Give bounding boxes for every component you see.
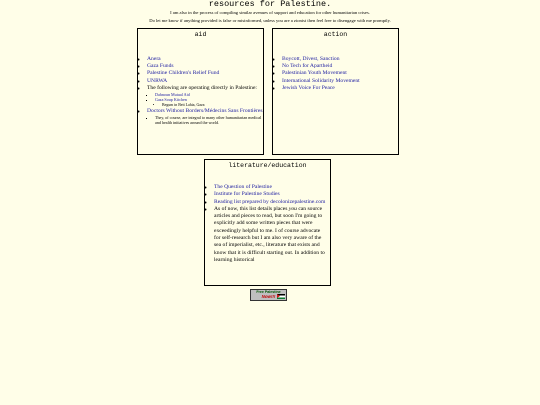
aid-link-gaza-funds[interactable]: Gaza Funds	[147, 63, 174, 70]
list-item	[147, 56, 263, 63]
list-item	[155, 97, 263, 107]
action-link-no-tech[interactable]: No Tech for Apartheid	[282, 63, 333, 70]
aid-link-unrwa[interactable]: UNRWA	[147, 77, 168, 84]
list-item	[214, 191, 327, 198]
badge-line-1: Free Palestine	[256, 290, 281, 294]
aid-list	[138, 56, 263, 125]
aid-link-dahnoun[interactable]: Dahnoun Mutual Aid	[155, 92, 190, 98]
list-item	[282, 70, 398, 77]
aid-link-anera[interactable]: Anera	[147, 56, 161, 62]
list-item	[282, 78, 398, 85]
msf-note: ▪ They, of course, are integral to many other humanitarian medical and health initiatives around the world.	[155, 115, 263, 126]
action-link-ism[interactable]: International Solidarity Movement	[282, 77, 360, 84]
list-item	[147, 85, 263, 108]
aid-link-soup-kitchen[interactable]: Gaza Soup Kitchen	[155, 97, 187, 103]
lit-paragraph-start: As of now, this list details places	[214, 205, 289, 212]
free-palestine-badge[interactable]	[250, 289, 287, 301]
action-heading: action	[323, 31, 348, 38]
list-item	[214, 199, 327, 206]
palestine-flag-icon	[277, 294, 285, 299]
list-item	[282, 85, 398, 92]
list-item	[147, 70, 263, 77]
soup-kitchen-note: • Begum in Beit Lahia, Gaza	[162, 103, 263, 108]
aid-box	[137, 28, 264, 155]
aid-link-msf[interactable]: Doctors Without Borders/Médecins Sans Frontières	[147, 107, 263, 114]
literature-list	[205, 184, 327, 264]
intro-line-1: I am also in the process of compiling similar avenues of support and education for other humanitarian crises.	[170, 10, 370, 15]
action-list	[273, 56, 398, 92]
lit-link-question-of-palestine[interactable]: The Question of Palestine	[214, 184, 272, 190]
aid-heading: aid	[194, 31, 207, 38]
literature-box	[204, 159, 331, 286]
lit-paragraph-rest: can source articles and pieces to read, but soon I'm going to explicitly add some written pieces that were exceedingly helpful to me. I of course advocate for self-research but I am also very aware of the sea of imperialist, etc., literature that exists and know that it is difficult starting out. In addition to learning historical	[214, 205, 325, 263]
action-link-jvp[interactable]: Jewish Voice For Peace	[282, 84, 335, 91]
page-title: resources for Palestine.	[208, 0, 332, 9]
list-item	[214, 206, 327, 264]
action-link-bds[interactable]: Boycott, Divest, Sanction	[282, 56, 340, 62]
list-item	[147, 78, 263, 85]
lit-link-ips[interactable]: Institute for Palestine Studies	[214, 191, 280, 198]
action-box	[272, 28, 399, 155]
literature-heading: literature/education	[228, 162, 307, 169]
aid-link-pcrf[interactable]: Palestine Children's Relief Fund	[147, 70, 220, 77]
direct-aid-text: The following are operating directly in Palestine:	[147, 84, 257, 91]
badge-line-2: Now!!!	[261, 294, 276, 299]
intro-line-2: Do let me know if anything provided is false or misinformed, unless you are a zionist then feel free to disengage with me promptly.	[149, 18, 391, 23]
list-item	[282, 63, 398, 70]
lit-paragraph-emphasis: you	[288, 205, 297, 212]
list-item	[147, 108, 263, 126]
action-link-pym[interactable]: Palestinian Youth Movement	[282, 70, 347, 77]
lit-link-reading-list[interactable]: Reading list prepared by decolonizepalestine.com	[214, 198, 326, 205]
